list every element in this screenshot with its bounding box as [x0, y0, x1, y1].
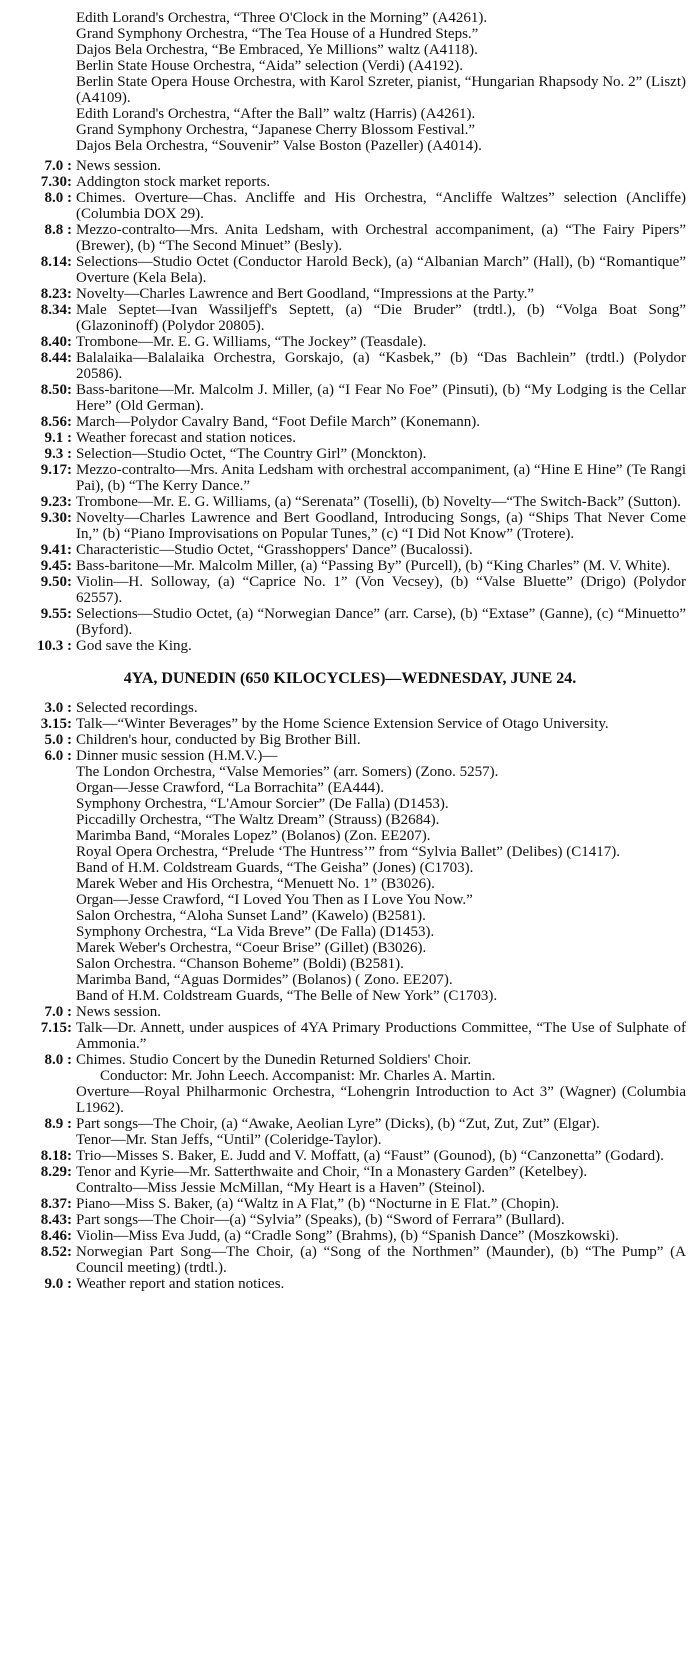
schedule-4ya [14, 700, 686, 1292]
schedule-entry [14, 254, 686, 286]
entry-time: 9.41: [40, 542, 72, 558]
entry-text: Talk—Dr. Annett, under auspices of 4YA Primary Productions Committee, “The Use of Sulphate of Ammonia.” [76, 1020, 686, 1052]
entry-text: God save the King. [76, 638, 192, 654]
entry-time: 8.56: [40, 414, 72, 430]
entry-time: 8.46: [40, 1228, 72, 1244]
entry-time: 9.1 : [44, 430, 72, 446]
list-item: Organ—Jesse Crawford, “I Loved You Then as I Love You Now.” [76, 892, 473, 908]
station-heading: 4YA, DUNEDIN (650 KILOCYCLES)—WEDNESDAY, JUNE 24. [123, 670, 577, 687]
schedule-entry [14, 748, 686, 764]
entry-time: 8.0 : [44, 1052, 72, 1068]
entry-time: 3.0 : [44, 700, 72, 716]
list-item: Edith Lorand's Orchestra, “After the Ball” waltz (Harris) (A4261). [76, 106, 476, 122]
entry-text: Selections—Studio Octet (Conductor Harold Beck), (a) “Albanian March” (Hall), (b) “Romantique” Overture (Kela Bela). [76, 254, 686, 286]
list-item: Marek Weber's Orchestra, “Coeur Brise” (Gillet) (B3026). [76, 940, 427, 956]
entry-time: 9.0 : [44, 1276, 72, 1292]
entry-text: Part songs—The Choir—(a) “Sylvia” (Speaks), (b) “Sword of Ferrara” (Bullard). [76, 1212, 565, 1228]
entry-time: 9.3 : [44, 446, 72, 462]
entry-time: 8.0 : [44, 190, 72, 206]
list-item: Organ—Jesse Crawford, “La Borrachita” (EA444). [76, 780, 384, 796]
schedule-entry [14, 700, 686, 716]
entry-text: Addington stock market reports. [76, 174, 271, 190]
entry-text: Norwegian Part Song—The Choir, (a) “Song of the Northmen” (Maunder), (b) “The Pump” (A Council meeting) (trdtl.). [76, 1244, 686, 1276]
schedule-entry [14, 1004, 686, 1020]
entry-time: 8.50: [40, 382, 72, 398]
schedule-entry [14, 302, 686, 334]
entry-text: Weather forecast and station notices. [76, 430, 296, 446]
list-item: Band of H.M. Coldstream Guards, “The Geisha” (Jones) (C1703). [76, 860, 474, 876]
schedule-evening [14, 158, 686, 654]
conductor-line: Conductor: Mr. John Leech. Accompanist: Mr. Charles A. Martin. [100, 1068, 496, 1084]
list-item: Salon Orchestra. “Chanson Boheme” (Boldi) (B2581). [76, 956, 404, 972]
entry-text: Mezzo-contralto—Mrs. Anita Ledsham with orchestral accompaniment, (a) “Hine E Hine” (Te Rangi Pai), (b) “The Kerry Dance.” [76, 462, 686, 494]
entry-time: 8.29: [40, 1164, 72, 1180]
entry-time: 6.0 : [44, 748, 72, 764]
schedule-entry [14, 430, 686, 446]
schedule-entry [14, 606, 686, 638]
schedule-entry [14, 158, 686, 174]
schedule-entry [14, 462, 686, 494]
entry-time: 8.52: [40, 1244, 72, 1260]
overture-line: Overture—Royal Philharmonic Orchestra, “Lohengrin Introduction to Act 3” (Wagner) (Columbia L1962). [76, 1084, 686, 1116]
schedule-entry [14, 716, 686, 732]
entry-text: Novelty—Charles Lawrence and Bert Goodland, Introducing Songs, (a) “Ships That Never Come In,” (b) “Piano Improvisations on Popular Tunes,” (c) “I Did Not Know” (Trotere). [76, 510, 686, 542]
entry-time: 7.30: [40, 174, 72, 190]
list-item: Edith Lorand's Orchestra, “Three O'Clock in the Morning” (A4261). [76, 10, 488, 26]
entry-time: 8.37: [40, 1196, 72, 1212]
entry-text: Chimes. Studio Concert by the Dunedin Returned Soldiers' Choir. [76, 1052, 472, 1068]
page [14, 10, 686, 1292]
contralto-line: Contralto—Miss Jessie McMillan, “My Heart is a Haven” (Steinol). [76, 1180, 486, 1196]
list-item: Salon Orchestra, “Aloha Sunset Land” (Kawelo) (B2581). [76, 908, 426, 924]
entry-time: 8.40: [40, 334, 72, 350]
schedule-entry [14, 1020, 686, 1052]
schedule-entry [14, 1196, 686, 1212]
tenor-line: Tenor—Mr. Stan Jeffs, “Until” (Coleridge-Taylor). [76, 1132, 382, 1148]
schedule-entry [14, 1228, 686, 1244]
entry-text: Dinner music session (H.M.V.)— [76, 748, 278, 764]
entry-time: 9.30: [40, 510, 72, 526]
entry-text: Characteristic—Studio Octet, “Grasshoppers' Dance” (Bucalossi). [76, 542, 473, 558]
entry-time: 8.8 : [44, 222, 72, 238]
schedule-entry [14, 494, 686, 510]
top-list [14, 10, 686, 154]
entry-time: 7.0 : [44, 158, 72, 174]
schedule-entry [14, 510, 686, 542]
entry-text: March—Polydor Cavalry Band, “Foot Defile March” (Konemann). [76, 414, 481, 430]
schedule-entry [14, 1244, 686, 1276]
entry-text: Weather report and station notices. [76, 1276, 285, 1292]
list-item: Berlin State House Orchestra, “Aida” selection (Verdi) (A4192). [76, 58, 463, 74]
entry-time: 3.15: [40, 716, 72, 732]
list-item: Dajos Bela Orchestra, “Souvenir” Valse Boston (Pazeller) (A4014). [76, 138, 482, 154]
entry-time: 10.3 : [37, 638, 72, 654]
list-item: The London Orchestra, “Valse Memories” (arr. Somers) (Zono. 5257). [76, 764, 499, 780]
entry-text: News session. [76, 1004, 161, 1020]
entry-text: Trombone—Mr. E. G. Williams, (a) “Serenata” (Toselli), (b) Novelty—“The Switch-Back” (Sutton). [76, 494, 681, 510]
list-item: Piccadilly Orchestra, “The Waltz Dream” (Strauss) (B2684). [76, 812, 440, 828]
entry-text: Bass-baritone—Mr. Malcolm Miller, (a) “Passing By” (Purcell), (b) “King Charles” (M. V. White). [76, 558, 671, 574]
entry-text: Selection—Studio Octet, “The Country Girl” (Monckton). [76, 446, 427, 462]
entry-time: 9.17: [40, 462, 72, 478]
entry-text: Bass-baritone—Mr. Malcolm J. Miller, (a) “I Fear No Foe” (Pinsuti), (b) “My Lodging is the Cellar Here” (Old German). [76, 382, 686, 414]
entry-text: Violin—Miss Eva Judd, (a) “Cradle Song” (Brahms), (b) “Spanish Dance” (Moszkowski). [76, 1228, 619, 1244]
entry-text: News session. [76, 158, 161, 174]
entry-time: 8.9 : [44, 1116, 72, 1132]
entry-time: 9.45: [40, 558, 72, 574]
entry-time: 9.50: [40, 574, 72, 590]
entry-text: Children's hour, conducted by Big Brother Bill. [76, 732, 361, 748]
entry-text: Piano—Miss S. Baker, (a) “Waltz in A Flat,” (b) “Nocturne in E Flat.” (Chopin). [76, 1196, 560, 1212]
dinner-music-list [14, 764, 686, 1004]
entry-text: Selected recordings. [76, 700, 198, 716]
entry-text: Talk—“Winter Beverages” by the Home Science Extension Service of Otago University. [76, 716, 609, 732]
schedule-entry [14, 174, 686, 190]
entry-time: 7.0 : [44, 1004, 72, 1020]
schedule-entry [14, 446, 686, 462]
schedule-entry [14, 222, 686, 254]
entry-text: Tenor and Kyrie—Mr. Satterthwaite and Choir, “In a Monastery Garden” (Ketelbey). [76, 1164, 588, 1180]
list-item: Marek Weber and His Orchestra, “Menuett No. 1” (B3026). [76, 876, 435, 892]
schedule-entry [14, 286, 686, 302]
entry-time: 8.18: [40, 1148, 72, 1164]
list-item: Symphony Orchestra, “L'Amour Sorcier” (De Falla) (D1453). [76, 796, 449, 812]
entry-text: Part songs—The Choir, (a) “Awake, Aeolian Lyre” (Dicks), (b) “Zut, Zut, Zut” (Elgar). [76, 1116, 600, 1132]
schedule-entry [14, 350, 686, 382]
entry-text: Chimes. Overture—Chas. Ancliffe and His Orchestra, “Ancliffe Waltzes” selection (Ancliffe) (Columbia DOX 29). [76, 190, 686, 222]
entry-time: 8.44: [40, 350, 72, 366]
entry-text: Trio—Misses S. Baker, E. Judd and V. Moffatt, (a) “Faust” (Gounod), (b) “Canzonetta” (Godard). [76, 1148, 664, 1164]
schedule-entry [14, 542, 686, 558]
entry-time: 7.15: [40, 1020, 72, 1036]
list-item: Band of H.M. Coldstream Guards, “The Belle of New York” (C1703). [76, 988, 498, 1004]
list-item: Marimba Band, “Aguas Dormides” (Bolanos) ( Zono. EE207). [76, 972, 453, 988]
schedule-entry [14, 414, 686, 430]
list-item: Dajos Bela Orchestra, “Be Embraced, Ye Millions” waltz (A4118). [76, 42, 478, 58]
entry-time: 9.55: [40, 606, 72, 622]
schedule-entry [14, 190, 686, 222]
schedule-entry [14, 732, 686, 748]
list-item: Grand Symphony Orchestra, “Japanese Cherry Blossom Festival.” [76, 122, 476, 138]
schedule-entry [14, 334, 686, 350]
schedule-entry [14, 558, 686, 574]
schedule-entry [14, 1276, 686, 1292]
schedule-entry [14, 1148, 686, 1164]
entry-time: 5.0 : [44, 732, 72, 748]
list-item: Marimba Band, “Morales Lopez” (Bolanos) (Zon. EE207). [76, 828, 431, 844]
entry-text: Trombone—Mr. E. G. Williams, “The Jockey” (Teasdale). [76, 334, 427, 350]
entry-text: Male Septet—Ivan Wassiljeff's Septett, (a) “Die Bruder” (trdtl.), (b) “Volga Boat Song” (Glazoninoff) (Polydor 20805). [76, 302, 686, 334]
schedule-entry [14, 1052, 686, 1068]
entry-time: 8.14: [40, 254, 72, 270]
entry-text: Novelty—Charles Lawrence and Bert Goodland, “Impressions at the Party.” [76, 286, 535, 302]
entry-time: 8.43: [40, 1212, 72, 1228]
list-item: Symphony Orchestra, “La Vida Breve” (De Falla) (D1453). [76, 924, 435, 940]
list-item: Grand Symphony Orchestra, “The Tea House of a Hundred Steps.” [76, 26, 479, 42]
entry-time: 8.23: [40, 286, 72, 302]
schedule-entry [14, 1212, 686, 1228]
schedule-entry [14, 382, 686, 414]
list-item: Royal Opera Orchestra, “Prelude ‘The Huntress’” from “Sylvia Ballet” (Delibes) (C1417). [76, 844, 620, 860]
entry-time: 8.34: [40, 302, 72, 318]
list-item: Berlin State Opera House Orchestra, with Karol Szreter, pianist, “Hungarian Rhapsody No. 2” (Liszt) (A4109). [76, 74, 686, 106]
entry-text: Violin—H. Solloway, (a) “Caprice No. 1” (Von Vecsey), (b) “Valse Bluette” (Drigo) (Polydor 62557). [76, 574, 686, 606]
entry-text: Mezzo-contralto—Mrs. Anita Ledsham, with Orchestral accompaniment, (a) “The Fairy Pipers” (Brewer), (b) “The Second Minuet” (Besly). [76, 222, 686, 254]
entry-time: 9.23: [40, 494, 72, 510]
schedule-entry [14, 1164, 686, 1180]
schedule-entry [14, 574, 686, 606]
entry-text: Balalaika—Balalaika Orchestra, Gorskajo, (a) “Kasbek,” (b) “Das Bachlein” (trdtl.) (Polydor 20586). [76, 350, 686, 382]
schedule-entry [14, 638, 686, 654]
entry-text: Selections—Studio Octet, (a) “Norwegian Dance” (arr. Carse), (b) “Extase” (Ganne), (c) “Minuetto” (Byford). [76, 606, 686, 638]
schedule-entry [14, 1116, 686, 1132]
